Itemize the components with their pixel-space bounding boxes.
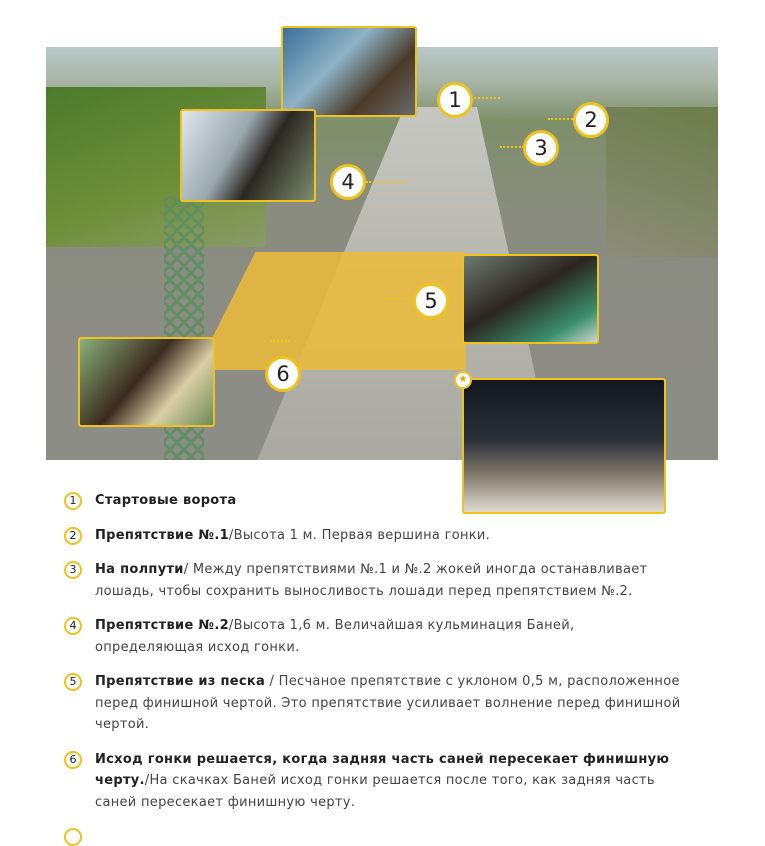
item-text xyxy=(95,490,236,512)
item-title: Препятствие из песка xyxy=(95,674,266,689)
leader-line-2 xyxy=(548,118,576,120)
item-desc: /Высота 1 м. Первая вершина гонки. xyxy=(228,527,491,543)
item-title: Препятствие №.2 xyxy=(95,618,229,633)
item-desc: /На скачках Баней исход гонки решается после того, как задняя часть саней пересекает финишную черту. xyxy=(95,773,655,810)
grass-field-right xyxy=(606,107,718,257)
number-badge: 4 xyxy=(64,617,82,635)
star-icon: ★ xyxy=(454,371,472,389)
leader-line-3 xyxy=(500,146,524,148)
item-text xyxy=(95,559,684,602)
list-item xyxy=(64,615,684,658)
leader-line-6 xyxy=(270,340,290,342)
item-text xyxy=(95,749,684,814)
marker-badge-3: 3 xyxy=(523,130,559,166)
list-item xyxy=(64,749,684,814)
leader-line-4 xyxy=(366,181,406,183)
marker-badge-1: 1 xyxy=(437,82,473,118)
list-item xyxy=(64,559,684,602)
number-badge: 3 xyxy=(64,561,82,579)
list-item xyxy=(64,671,684,736)
marker-badge-5: 5 xyxy=(413,283,449,319)
item-text xyxy=(95,525,490,547)
inset-photo-finish-line xyxy=(78,337,215,427)
legend-list xyxy=(64,490,684,826)
item-desc: / Между препятствиями №.1 и №.2 жокей иногда останавливает лошадь, чтобы сохранить выносливость лошади перед препятствием №.2. xyxy=(95,562,648,599)
item-text xyxy=(95,671,684,736)
inset-photo-obstacle-1 xyxy=(180,109,316,202)
number-badge-partial xyxy=(64,828,82,846)
leader-line-1 xyxy=(470,97,500,99)
number-badge: 2 xyxy=(64,527,82,545)
inset-photo-obstacle-2 xyxy=(462,254,599,344)
marker-badge-6: 6 xyxy=(265,356,301,392)
leader-line-5 xyxy=(385,298,415,300)
list-item xyxy=(64,490,684,512)
number-badge: 5 xyxy=(64,673,82,691)
item-title: Препятствие №.1 xyxy=(95,527,229,543)
number-badge: 6 xyxy=(64,751,82,769)
item-desc: /Высота 1,6 м. Величайшая кульминация Баней, определяющая исход гонки. xyxy=(95,618,575,655)
item-desc: / Песчаное препятствие с уклоном 0,5 м, расположенное перед финишной чертой. Это препятствие усиливает волнение перед финишной чертой. xyxy=(95,674,681,732)
list-item xyxy=(64,525,684,547)
item-text xyxy=(95,615,684,658)
item-title: На полпути xyxy=(95,562,184,577)
number-badge: 1 xyxy=(64,492,82,510)
marker-badge-2: 2 xyxy=(573,102,609,138)
item-title: Исход гонки решается, когда задняя часть саней пересекает финишную черту. xyxy=(95,751,670,788)
marker-badge-4: 4 xyxy=(330,164,366,200)
inset-photo-starting-gate xyxy=(281,26,417,117)
item-title: Стартовые ворота xyxy=(95,493,237,508)
